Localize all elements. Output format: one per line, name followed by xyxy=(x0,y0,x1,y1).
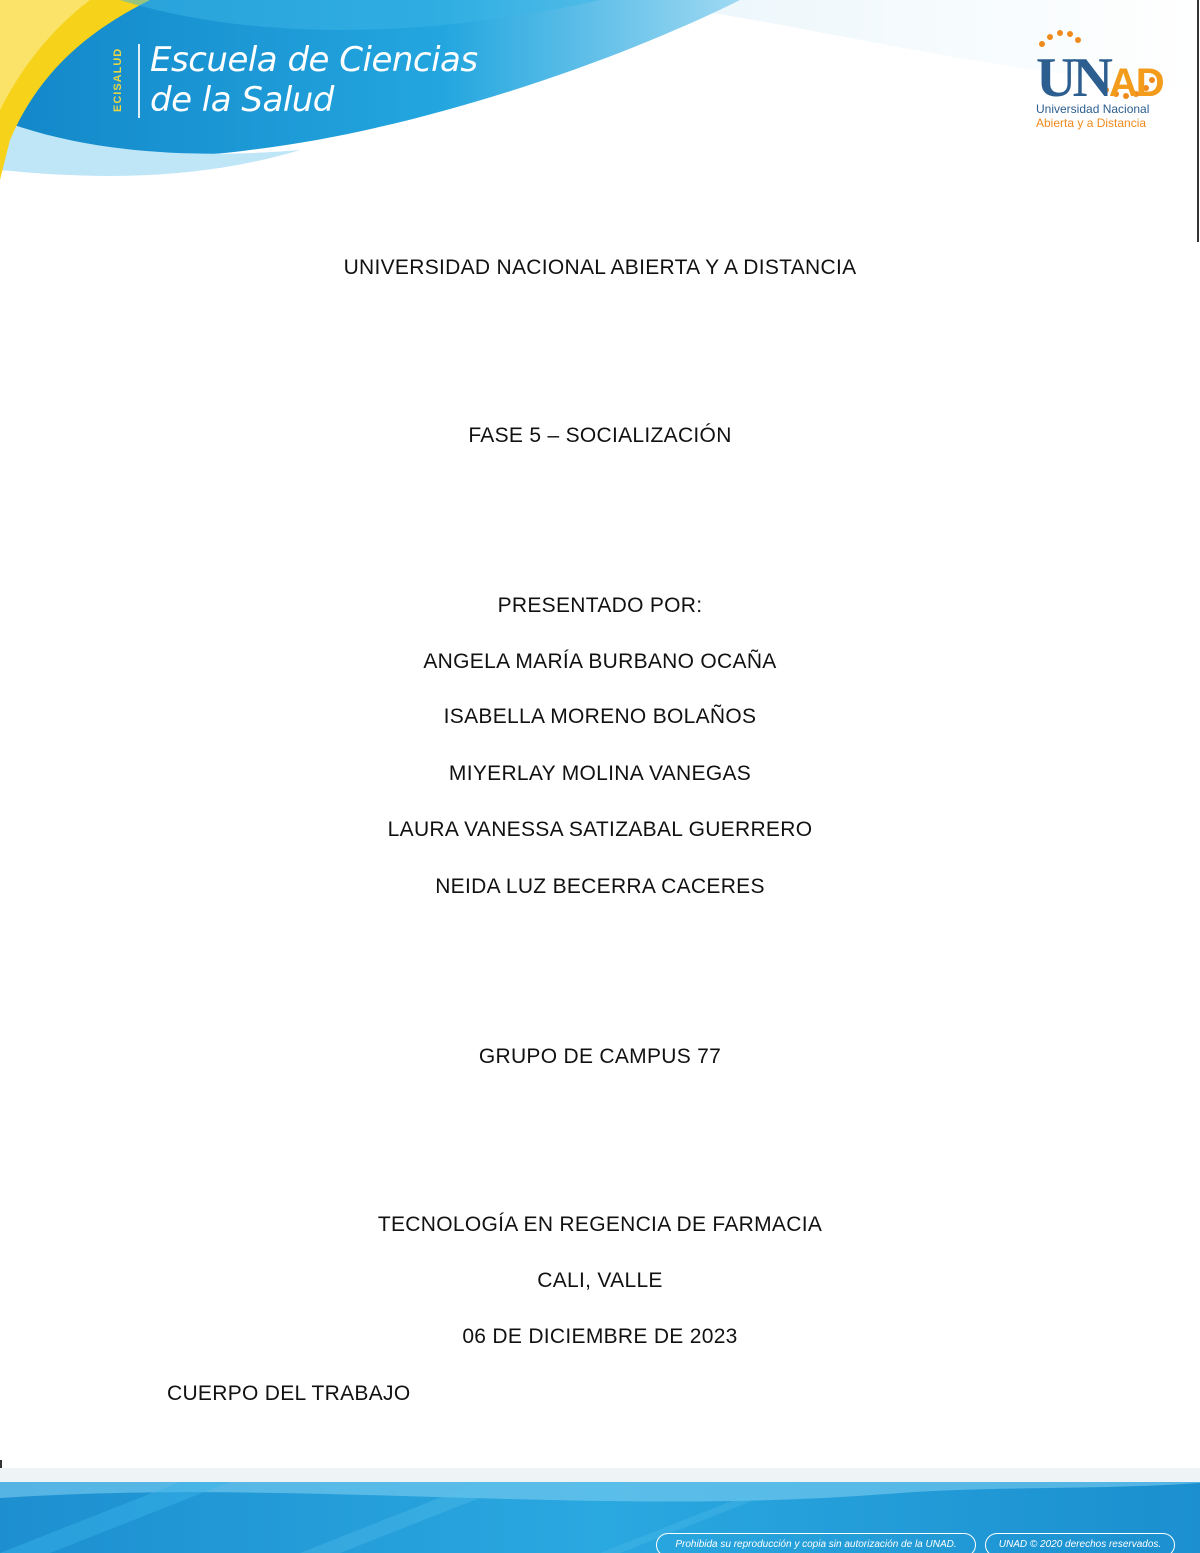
school-title xyxy=(150,40,478,120)
unad-logo-line2: Abierta y a Distancia xyxy=(1036,116,1147,130)
unad-letter-u: U xyxy=(1036,47,1073,109)
program-name: TECNOLOGÍA EN REGENCIA DE FARMACIA xyxy=(377,1213,823,1236)
author-name: ISABELLA MORENO BOLAÑOS xyxy=(443,705,757,728)
unad-letters-ad: AD xyxy=(1108,61,1163,105)
author-name: NEIDA LUZ BECERRA CACERES xyxy=(435,875,765,898)
school-title-line1: Escuela de Ciencias xyxy=(150,40,478,80)
phase-title: FASE 5 – SOCIALIZACIÓN xyxy=(468,424,732,447)
group-label: GRUPO DE CAMPUS 77 xyxy=(478,1045,722,1068)
unad-letter-n: N xyxy=(1072,47,1109,109)
author-name: MIYERLAY MOLINA VANEGAS xyxy=(448,762,752,785)
ecisalud-label: ECISALUD xyxy=(112,47,124,112)
author-name: LAURA VANESSA SATIZABAL GUERRERO xyxy=(387,818,813,841)
reproduction-notice: Prohibida su reproducción y copia sin autorización de la UNAD. xyxy=(656,1533,976,1553)
header-divider xyxy=(138,44,140,118)
page-edge-rule xyxy=(1197,0,1199,242)
presented-by-label: PRESENTADO POR: xyxy=(497,594,703,617)
footer-banner xyxy=(0,1468,1200,1553)
header-wave-graphic xyxy=(0,0,1200,240)
header-banner xyxy=(0,0,1200,240)
school-title-line2: de la Salud xyxy=(150,80,334,120)
section-heading: CUERPO DEL TRABAJO xyxy=(167,1382,411,1405)
unad-logo xyxy=(1030,28,1170,138)
university-name: UNIVERSIDAD NACIONAL ABIERTA Y A DISTANCIA xyxy=(343,256,857,279)
copyright-notice: UNAD © 2020 derechos reservados. xyxy=(985,1533,1175,1553)
city-label: CALI, VALLE xyxy=(537,1269,663,1292)
date-label: 06 DE DICIEMBRE DE 2023 xyxy=(462,1325,738,1348)
author-name: ANGELA MARÍA BURBANO OCAÑA xyxy=(423,650,777,673)
unad-logo-line1: Universidad Nacional xyxy=(1036,102,1150,116)
